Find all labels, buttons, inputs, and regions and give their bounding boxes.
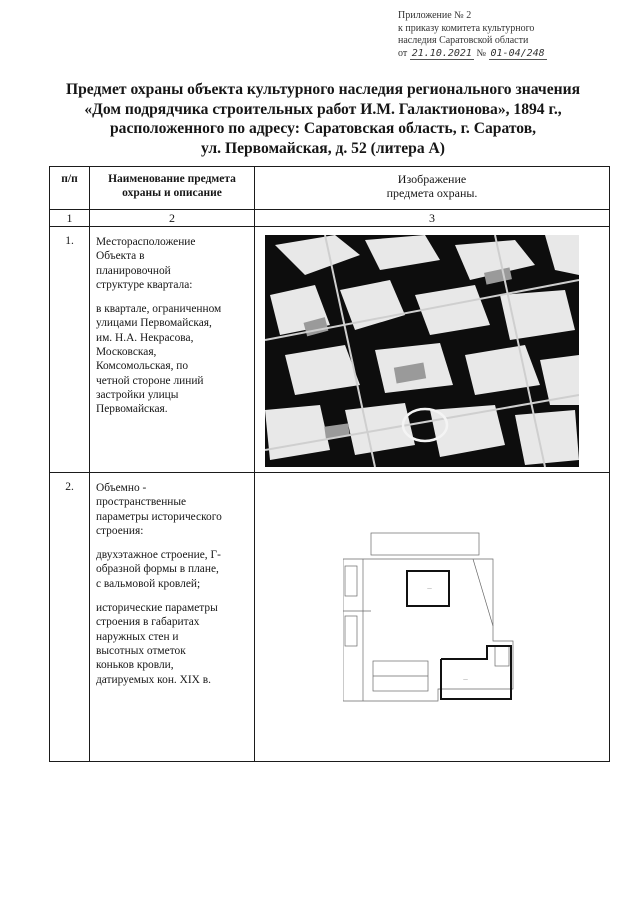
column-number: 3 — [255, 210, 610, 227]
row-body-extra: исторические параметры строения в габаритах наружных стен и высотных отметок коньков кровли, датируемых кон. XIX в. — [96, 602, 218, 686]
document-title — [30, 80, 616, 158]
svg-text:—: — — [463, 677, 468, 683]
svg-text:—: — — [427, 586, 432, 592]
title-line: расположенного по адресу: Саратовская область, г. Саратов, — [109, 120, 537, 137]
header-row — [50, 167, 610, 210]
order-number: 01-04/248 — [490, 47, 545, 59]
row-description — [90, 227, 255, 473]
row-heading: Объемно - пространственные параметры исторического строения: — [96, 482, 222, 537]
title-line: ул. Первомайская, д. 52 (литера А) — [201, 139, 445, 157]
table-row — [50, 473, 610, 762]
appendix-line: наследия Саратовской области — [398, 35, 529, 46]
protection-table — [49, 166, 610, 762]
from-label: от — [398, 47, 408, 59]
image-cell — [255, 227, 610, 473]
image-cell — [255, 473, 610, 762]
header-number: п/п — [50, 167, 90, 210]
row-body: в квартале, ограниченном улицами Первомайская, им. Н.А. Некрасова, Московская, Комсомольская, по четной стороне линий застройки улицы Первомайская. — [96, 303, 222, 416]
appendix-date-line — [398, 48, 634, 61]
appendix-line: к приказу комитета культурного — [398, 22, 535, 34]
aerial-photo — [265, 235, 579, 467]
title-line: Предмет охраны объекта культурного наследия регионального значения — [65, 81, 581, 98]
order-date: 21.10.2021 — [411, 47, 472, 59]
row-body: двухэтажное строение, Г- образной формы в плане, с вальмовой кровлей; — [96, 549, 221, 590]
row-description — [90, 473, 255, 762]
row-heading: Месторасположение Объекта в планировочной структуре квартала: — [96, 236, 196, 291]
number-label: № — [476, 47, 487, 59]
column-number: 2 — [90, 210, 255, 227]
column-number: 1 — [50, 210, 90, 227]
column-number-row — [50, 210, 610, 227]
row-number: 2. — [50, 473, 90, 762]
header-image: Изображение предмета охраны. — [255, 167, 610, 210]
appendix-block — [398, 10, 634, 60]
floor-plan-drawing — [343, 511, 518, 706]
row-number: 1. — [50, 227, 90, 473]
title-line: «Дом подрядчика строительных работ И.М. Галактионова», 1894 г., — [84, 100, 562, 118]
appendix-line: Приложение № 2 — [398, 10, 472, 21]
table-row — [50, 227, 610, 473]
header-description: Наименование предмета охраны и описание — [90, 167, 255, 210]
